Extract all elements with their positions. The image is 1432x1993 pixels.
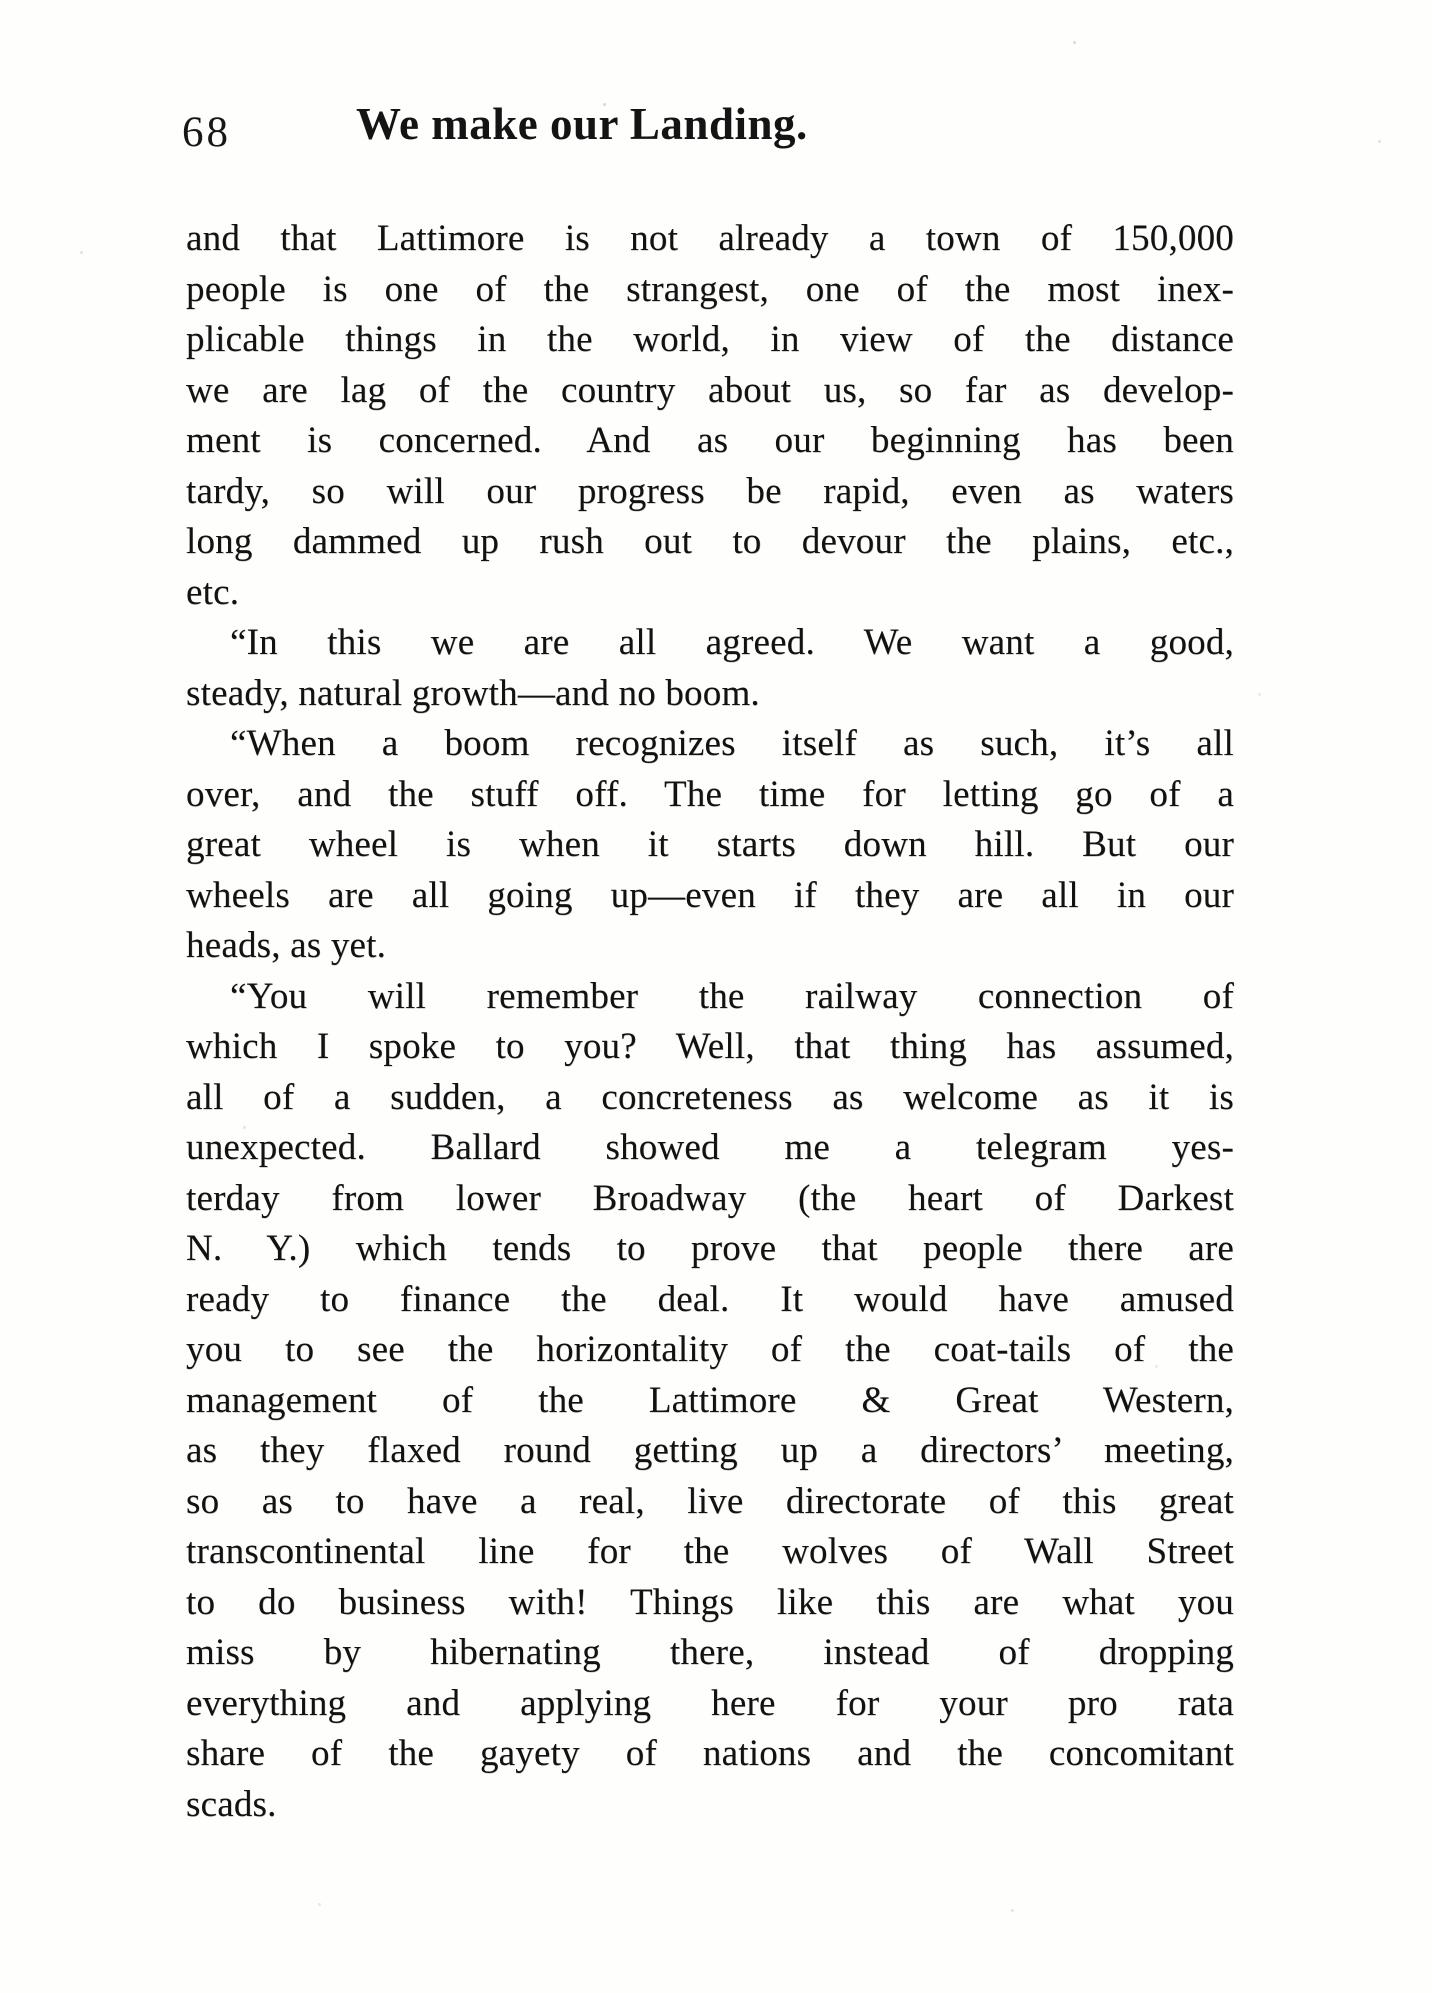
text-line: miss by hibernating there, instead of dropping [186,1632,1234,1673]
text-line: everything and applying here for your pro rata [186,1682,1234,1724]
text-line: “You will remember the railway connection of [230,975,1234,1017]
text-line: all of a sudden, a concreteness as welcome as it is [186,1076,1234,1118]
text-line: ready to finance the deal. It would have amused [186,1278,1234,1320]
text-line: great wheel is when it starts down hill. But our [186,824,1234,865]
text-line: which I spoke to you? Well, that thing has assumed, [186,1026,1234,1067]
text-line: heads, as yet. [186,925,387,966]
text-line: scads. [186,1783,277,1825]
text-line: so as to have a real, live directorate of this great [186,1480,1234,1522]
text-line: as they flaxed round getting up a directors’ meeting, [186,1430,1234,1471]
text-line: we are lag of the country about us, so far as develop- [186,369,1234,411]
text-line: to do business with! Things like this are what you [186,1581,1234,1623]
text-line: you to see the horizontality of the coat-tails of the [186,1329,1234,1370]
text-line: unexpected. Ballard showed me a telegram yes- [186,1127,1234,1168]
text-line: transcontinental line for the wolves of Wall Street [186,1531,1234,1572]
text-line: “When a boom recognizes itself as such, it’s all [230,723,1234,764]
text-line: and that Lattimore is not already a town of 150,000 [186,218,1234,259]
text-line: people is one of the strangest, one of the most inex- [186,268,1234,310]
page-number: 68 [182,109,231,156]
text-line: wheels are all going up—even if they are all in our [186,874,1234,916]
text-line: long dammed up rush out to devour the plains, etc., [186,521,1234,562]
text-line: “In this we are all agreed. We want a good, [230,622,1234,663]
text-line: share of the gayety of nations and the concomitant [186,1733,1234,1774]
text-line: etc. [186,571,240,613]
text-line: over, and the stuff off. The time for letting go of a [186,773,1234,815]
text-line: plicable things in the world, in view of the distance [186,319,1234,360]
text-line: tardy, so will our progress be rapid, even as waters [186,470,1234,512]
text-line: N. Y.) which tends to prove that people there are [186,1228,1234,1269]
text-line: management of the Lattimore & Great Western, [186,1379,1234,1421]
text-line: terday from lower Broadway (the heart of Darkest [186,1177,1234,1219]
text-block [186,214,1234,1830]
running-title: We make our Landing. [356,99,808,149]
text-line: ment is concerned. And as our beginning has been [186,420,1234,461]
text-line: steady, natural growth—and no boom. [186,672,760,714]
